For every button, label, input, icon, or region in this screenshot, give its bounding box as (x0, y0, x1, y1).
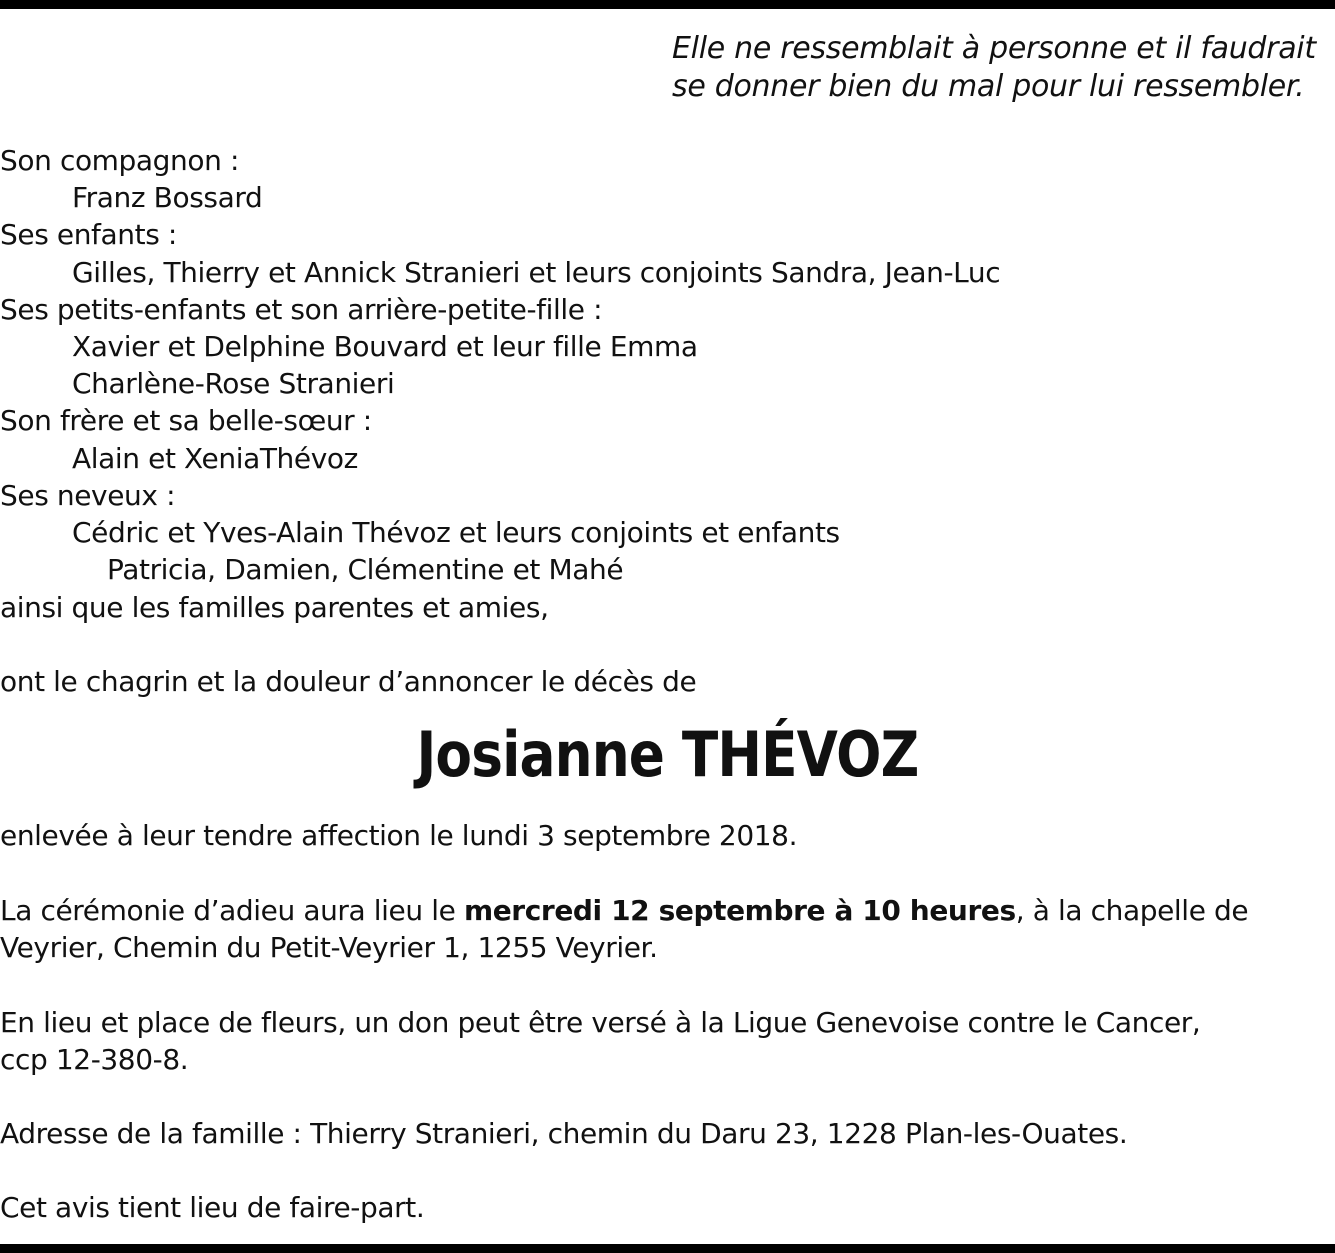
family-address: Adresse de la famille : Thierry Stranieri, chemin du Daru 23, 1228 Plan-les-Ouates. (0, 1117, 1128, 1150)
children-names: Gilles, Thierry et Annick Stranieri et leurs conjoints Sandra, Jean-Luc (72, 256, 1001, 289)
ceremony-prefix: La cérémonie d’adieu aura lieu le (0, 894, 464, 927)
ceremony-line-2: Veyrier, Chemin du Petit-Veyrier 1, 1255 Veyrier. (0, 931, 658, 964)
bottom-rule (0, 1244, 1335, 1253)
nephews-heading: Ses neveux : (0, 479, 176, 512)
top-rule (0, 0, 1335, 9)
ceremony-date: mercredi 12 septembre à 10 heures (463, 894, 1016, 927)
grandchildren-line-2: Charlène-Rose Stranieri (72, 367, 395, 400)
epigraph-quote (672, 30, 1316, 106)
children-heading: Ses enfants : (0, 218, 177, 251)
closing-note: Cet avis tient lieu de faire-part. (0, 1191, 425, 1224)
nephews-line-1: Cédric et Yves-Alain Thévoz et leurs conjoints et enfants (72, 516, 840, 549)
sibling-heading: Son frère et sa belle-sœur : (0, 404, 372, 437)
donation-line-2: ccp 12-380-8. (0, 1043, 189, 1076)
announcement-text: ont le chagrin et la douleur d’annoncer le décès de (0, 665, 697, 698)
ceremony-suffix: , à la chapelle de (1015, 894, 1249, 927)
deceased-name: Josianne THÉVOZ (416, 718, 919, 791)
grandchildren-heading: Ses petits-enfants et son arrière-petite-fille : (0, 293, 603, 326)
ceremony-line-1 (0, 892, 1248, 929)
death-date-line: enlevée à leur tendre affection le lundi 3 septembre 2018. (0, 819, 798, 852)
quote-line-1: Elle ne ressemblait à personne et il faudrait (672, 31, 1316, 66)
nephews-line-2: Patricia, Damien, Clémentine et Mahé (107, 553, 624, 586)
partner-heading: Son compagnon : (0, 144, 240, 177)
grandchildren-line-1: Xavier et Delphine Bouvard et leur fille Emma (72, 330, 698, 363)
donation-line-1: En lieu et place de fleurs, un don peut être versé à la Ligue Genevoise contre le Cancer, (0, 1006, 1201, 1039)
partner-name: Franz Bossard (72, 181, 263, 214)
other-relatives: ainsi que les familles parentes et amies, (0, 591, 549, 624)
sibling-names: Alain et XeniaThévoz (72, 442, 358, 475)
quote-line-2: se donner bien du mal pour lui ressembler. (672, 69, 1305, 104)
